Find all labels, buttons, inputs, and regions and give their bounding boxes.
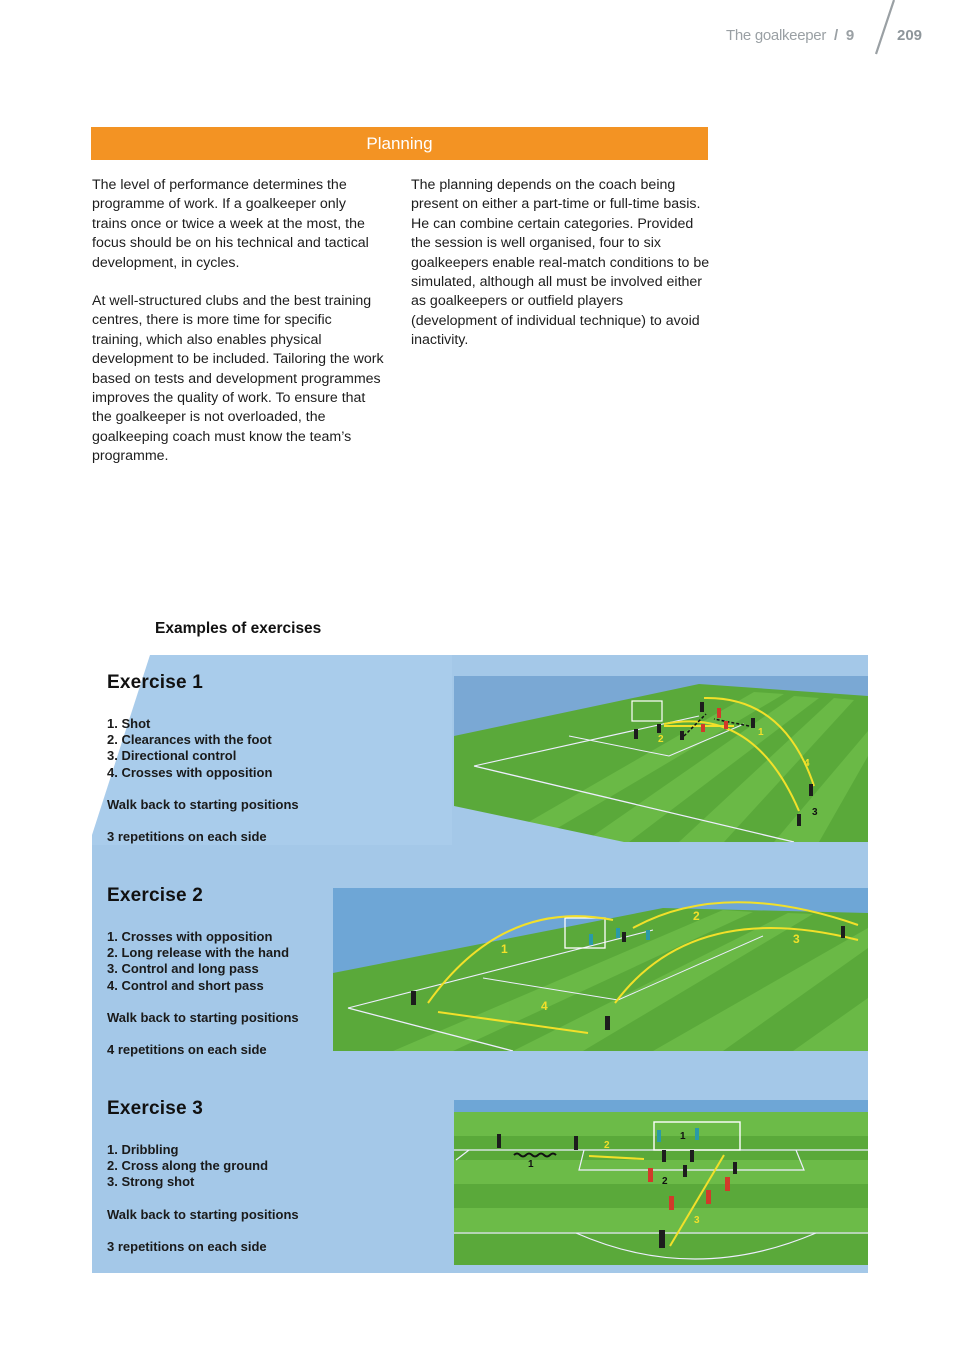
exercise-return-note: Walk back to starting positions	[107, 796, 299, 812]
page-number: 209	[897, 27, 923, 44]
diagram-label: 3	[793, 932, 800, 946]
exercise-title: Exercise 1	[107, 672, 204, 693]
examples-heading: Examples of exercises	[155, 620, 322, 637]
running-head-separator: /	[834, 27, 838, 44]
diagram-label: 1	[758, 727, 764, 738]
exercise-3-diagram	[454, 1100, 868, 1265]
exercise-step: 4. Crosses with opposition	[107, 764, 273, 780]
exercise-1-diagram	[454, 676, 868, 842]
exercise-title: Exercise 2	[107, 885, 204, 906]
exercise-step: 2. Long release with the hand	[107, 945, 290, 961]
exercise-step: 4. Control and short pass	[107, 977, 264, 993]
page-slash-divider	[872, 0, 900, 56]
exercise-steps	[107, 929, 299, 994]
paragraph: At well-structured clubs and the best training centres, there is more time for specific training, which also enables physical development to be included. Tailoring the work based on tests and development programmes improves the quality of work. To ensure that the goalkeeper is not overloaded, the goalkeeping coach must know the team’s programme.	[92, 293, 384, 465]
exercise-step: 2. Clearances with the foot	[107, 732, 272, 748]
exercise-step: 1. Shot	[107, 716, 151, 731]
exercise-repetitions: 3 repetitions on each side	[107, 1238, 267, 1254]
exercise-return-note: Walk back to starting positions	[107, 1009, 299, 1025]
exercise-step: 2. Cross along the ground	[107, 1158, 269, 1174]
diagram-label: 1	[528, 1159, 534, 1170]
running-head-section: The goalkeeper	[726, 27, 827, 44]
diagram-label: 4	[804, 758, 810, 769]
exercise-2-diagram	[333, 888, 868, 1051]
paragraph: The level of performance determines the programme of work. If a goalkeeper only trains once or twice a week at the most, the focus should be on his technical and tactical development, in cycles.	[92, 177, 369, 271]
running-head	[726, 27, 854, 44]
diagram-label: 1	[680, 1131, 686, 1142]
exercise-step: 3. Directional control	[107, 748, 237, 764]
planning-right-column	[411, 176, 711, 370]
diagram-label: 2	[604, 1140, 610, 1151]
exercise-return-note: Walk back to starting positions	[107, 1206, 299, 1222]
exercise-step: 1. Dribbling	[107, 1142, 179, 1157]
exercise-repetitions: 4 repetitions on each side	[107, 1041, 267, 1057]
exercise-step: 3. Strong shot	[107, 1174, 195, 1190]
exercise-steps	[107, 1142, 299, 1191]
planning-heading: Planning	[366, 134, 433, 153]
exercise-step: 3. Control and long pass	[107, 961, 259, 977]
diagram-label: 2	[658, 734, 664, 745]
planning-left-column	[92, 176, 384, 486]
paragraph: The planning depends on the coach being present on either a part-time or full-time basis. He can combine certain categories. Provided the session is well organised, four to six goalkeepers enable real-match conditions to be simulated, although all must be involved either as goalkeepers or outfield players (development of individual technique) to avoid inactivity.	[411, 177, 710, 349]
planning-heading-bar	[91, 127, 708, 160]
exercise-3	[107, 1098, 299, 1255]
diagram-label: 2	[662, 1176, 668, 1187]
diagram-label: 4	[541, 999, 548, 1013]
exercise-repetitions: 3 repetitions on each side	[107, 828, 267, 844]
exercise-2	[107, 885, 299, 1058]
running-head-chapter: 9	[845, 27, 854, 44]
exercise-1	[107, 672, 299, 845]
diagram-label: 2	[693, 909, 700, 923]
exercise-title: Exercise 3	[107, 1098, 204, 1119]
diagram-label: 1	[501, 942, 508, 956]
exercise-step: 1. Crosses with opposition	[107, 929, 273, 944]
diagram-label: 3	[812, 807, 818, 818]
diagram-label: 3	[694, 1215, 700, 1226]
exercise-steps	[107, 716, 299, 781]
